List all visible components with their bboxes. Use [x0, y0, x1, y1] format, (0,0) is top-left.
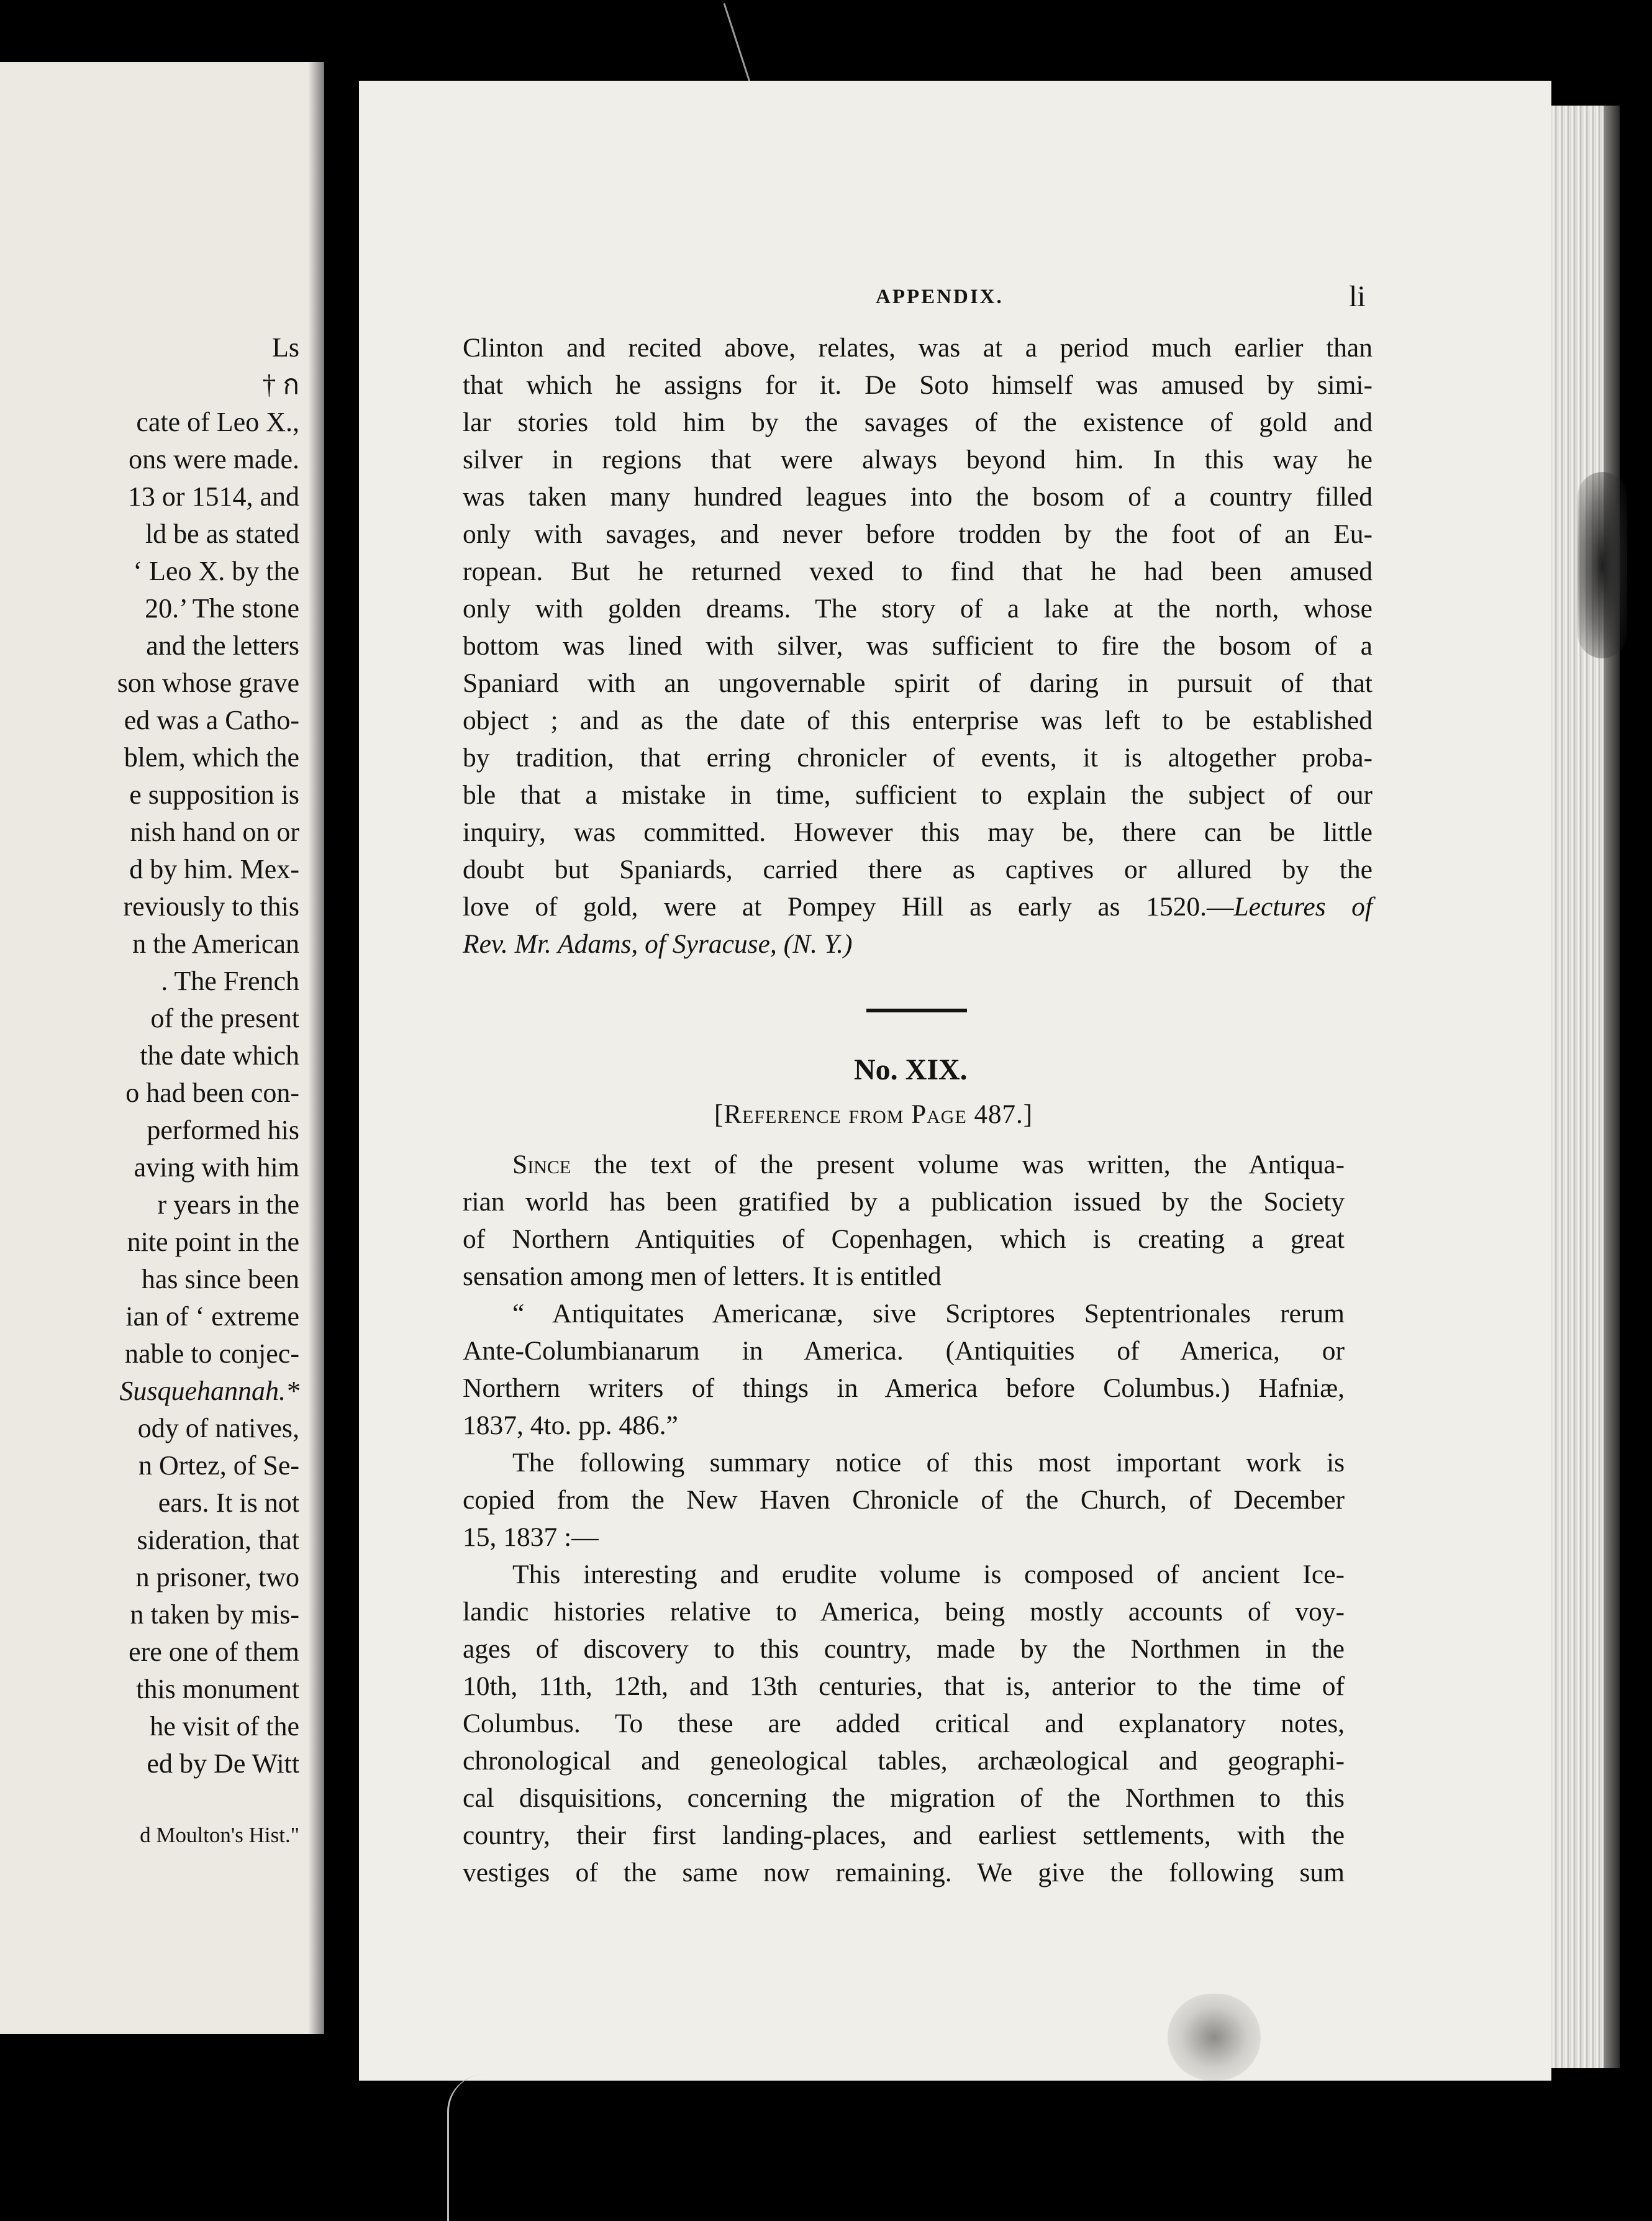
left-page-line: performed his [147, 1115, 299, 1145]
left-page-line: the date which [140, 1040, 299, 1071]
left-page-line: † ก [262, 370, 299, 400]
left-gutter-shadow [308, 62, 324, 2034]
text-line: of Northern Antiquities of Copenhagen, which is creating a great [463, 1224, 1345, 1254]
text-line: 10th, 11th, 12th, and 13th centuries, that is, anterior to the time of [463, 1671, 1345, 1701]
left-page-line: sideration, that [137, 1525, 299, 1555]
left-page-line: cate of Leo X., [136, 407, 299, 437]
citation-line [463, 888, 1373, 925]
text-line [463, 1146, 1345, 1183]
left-page-line: n the American [132, 929, 299, 959]
left-page-line: o had been con- [125, 1078, 299, 1108]
text-line: sensation among men of letters. It is entitled [463, 1261, 942, 1291]
text-line: Spaniard with an ungovernable spirit of daring in pursuit of that [463, 668, 1373, 698]
text-line: 15, 1837 :— [463, 1522, 599, 1552]
stain-mark [1168, 1994, 1261, 2081]
left-page-text [0, 329, 299, 1854]
text-line: 1837, 4to. pp. 486.” [463, 1410, 678, 1440]
left-page-line: n Ortez, of Se- [138, 1450, 299, 1481]
text-line: ble that a mistake in time, sufficient to explain the subject of our [463, 780, 1373, 810]
left-page-line: son whose grave [117, 668, 299, 698]
text-line: was taken many hundred leagues into the bosom of a country filled [463, 482, 1373, 512]
text-line: bottom was lined with silver, was sufficient to fire the bosom of a [463, 631, 1373, 661]
citation-line [463, 925, 1373, 963]
left-page-line: . The French [161, 966, 299, 996]
text-line: The following summary notice of this most important work is [512, 1448, 1345, 1478]
text-line: Ante-Columbianarum in America. (Antiquities of America, or [463, 1336, 1345, 1366]
text-line: copied from the New Haven Chronicle of the Church, of December [463, 1485, 1345, 1515]
continuation-paragraph [463, 329, 1373, 963]
left-page [0, 62, 324, 2034]
text-line: that which he assigns for it. De Soto himself was amused by simi- [463, 370, 1373, 400]
text-line: Columbus. To these are added critical and explanatory notes, [463, 1709, 1345, 1738]
text-line: by tradition, that erring chronicler of events, it is altogether proba- [463, 743, 1373, 773]
left-page-line: this monument [136, 1674, 299, 1704]
page-edges [1551, 106, 1620, 2068]
left-page-line: r years in the [157, 1189, 299, 1220]
left-page-footnote: d Moulton's Hist." [140, 1823, 299, 1847]
text-line: object ; and as the date of this enterprise was left to be established [463, 706, 1373, 735]
left-page-line: ed was a Catho- [124, 705, 299, 735]
citation-italic: Lectures of [1233, 892, 1373, 922]
left-page-line: nish hand on or [130, 817, 299, 847]
text-fragment: the text of the present volume was written, the Antiqua- [594, 1150, 1345, 1179]
text-line: landic histories relative to America, being mostly accounts of voy- [463, 1597, 1345, 1627]
left-page-line: and the letters [146, 630, 299, 661]
left-page-line: nite point in the [127, 1227, 299, 1257]
text-line: only with golden dreams. The story of a lake at the north, whose [463, 594, 1373, 624]
left-page-line: 13 or 1514, and [127, 481, 299, 512]
text-line: chronological and geneological tables, archæological and geographi- [463, 1746, 1345, 1776]
left-page-line: ld be as stated [145, 519, 299, 549]
left-page-line: aving with him [134, 1152, 299, 1183]
left-page-line: of the present [150, 1003, 299, 1033]
left-page-line: e supposition is [129, 779, 299, 810]
text-fragment: love of gold, were at Pompey Hill as early as 1520.— [463, 892, 1234, 922]
bookmark-ribbon [724, 1, 760, 84]
text-line: This interesting and erudite volume is composed of ancient Ice- [512, 1560, 1345, 1589]
text-line: rian world has been gratified by a publication issued by the Society [463, 1187, 1345, 1217]
drop-word: Since [512, 1150, 571, 1179]
text-line: silver in regions that were always beyond him. In this way he [463, 445, 1373, 475]
left-page-line: n prisoner, two [135, 1562, 299, 1592]
text-line: vestiges of the same now remaining. We give the following sum [463, 1858, 1345, 1887]
text-line: ages of discovery to this country, made by the Northmen in the [463, 1634, 1345, 1664]
text-line: only with savages, and never before trodden by the foot of an Eu- [463, 519, 1373, 549]
section-body [463, 1146, 1345, 1891]
left-page-line: 20.’ The stone [145, 593, 299, 624]
left-page-line: ere one of them [129, 1637, 299, 1667]
text-line: inquiry, was committed. However this may be, there can be little [463, 817, 1373, 847]
text-line: Clinton and recited above, relates, was at a period much earlier than [463, 333, 1373, 363]
section-divider [866, 1009, 967, 1012]
text-line: cal disquisitions, concerning the migration of the Northmen to this [463, 1783, 1345, 1813]
book-spine [324, 0, 359, 2221]
citation-italic: Rev. Mr. Adams, of Syracuse, [463, 929, 777, 959]
text-line: country, their first landing-places, and earliest settlements, with the [463, 1820, 1345, 1850]
left-page-line: Ls [272, 332, 299, 363]
left-page-line: n taken by mis- [130, 1599, 299, 1630]
text-line: ropean. But he returned vexed to find that he had been amused [463, 556, 1373, 586]
running-header: APPENDIX. [876, 286, 1004, 308]
citation-italic: (N. Y.) [783, 929, 853, 959]
left-page-line: has since been [141, 1264, 299, 1294]
left-page-line: ears. It is not [158, 1487, 299, 1518]
text-line: “ Antiquitates Americanæ, sive Scriptores Septentrionales rerum [512, 1299, 1345, 1329]
stray-thread [447, 2074, 524, 2221]
text-line: lar stories told him by the savages of the existence of gold and [463, 407, 1373, 437]
page-number: li [1349, 280, 1366, 313]
ink-smudge [1577, 472, 1627, 658]
left-page-line: reviously to this [123, 891, 299, 922]
left-page-line: ‘ Leo X. by the [133, 556, 299, 586]
left-page-line: Susquehannah.* [119, 1376, 299, 1406]
section-number: No. XIX. [854, 1053, 968, 1086]
left-page-line: ody of natives, [137, 1413, 299, 1443]
left-page-line: ian of ‘ extreme [125, 1301, 299, 1332]
section-reference: [Reference from Page 487.] [714, 1100, 1033, 1129]
left-page-line: ons were made. [129, 444, 299, 475]
left-page-line: d by him. Mex- [129, 854, 299, 884]
text-line: doubt but Spaniards, carried there as captives or allured by the [463, 855, 1373, 884]
left-page-line: ed by De Witt [147, 1748, 299, 1779]
left-page-line: nable to conjec- [125, 1338, 299, 1369]
left-page-line: blem, which the [124, 742, 299, 773]
left-page-line: he visit of the [150, 1711, 299, 1742]
text-line: Northern writers of things in America before Columbus.) Hafniæ, [463, 1373, 1345, 1403]
